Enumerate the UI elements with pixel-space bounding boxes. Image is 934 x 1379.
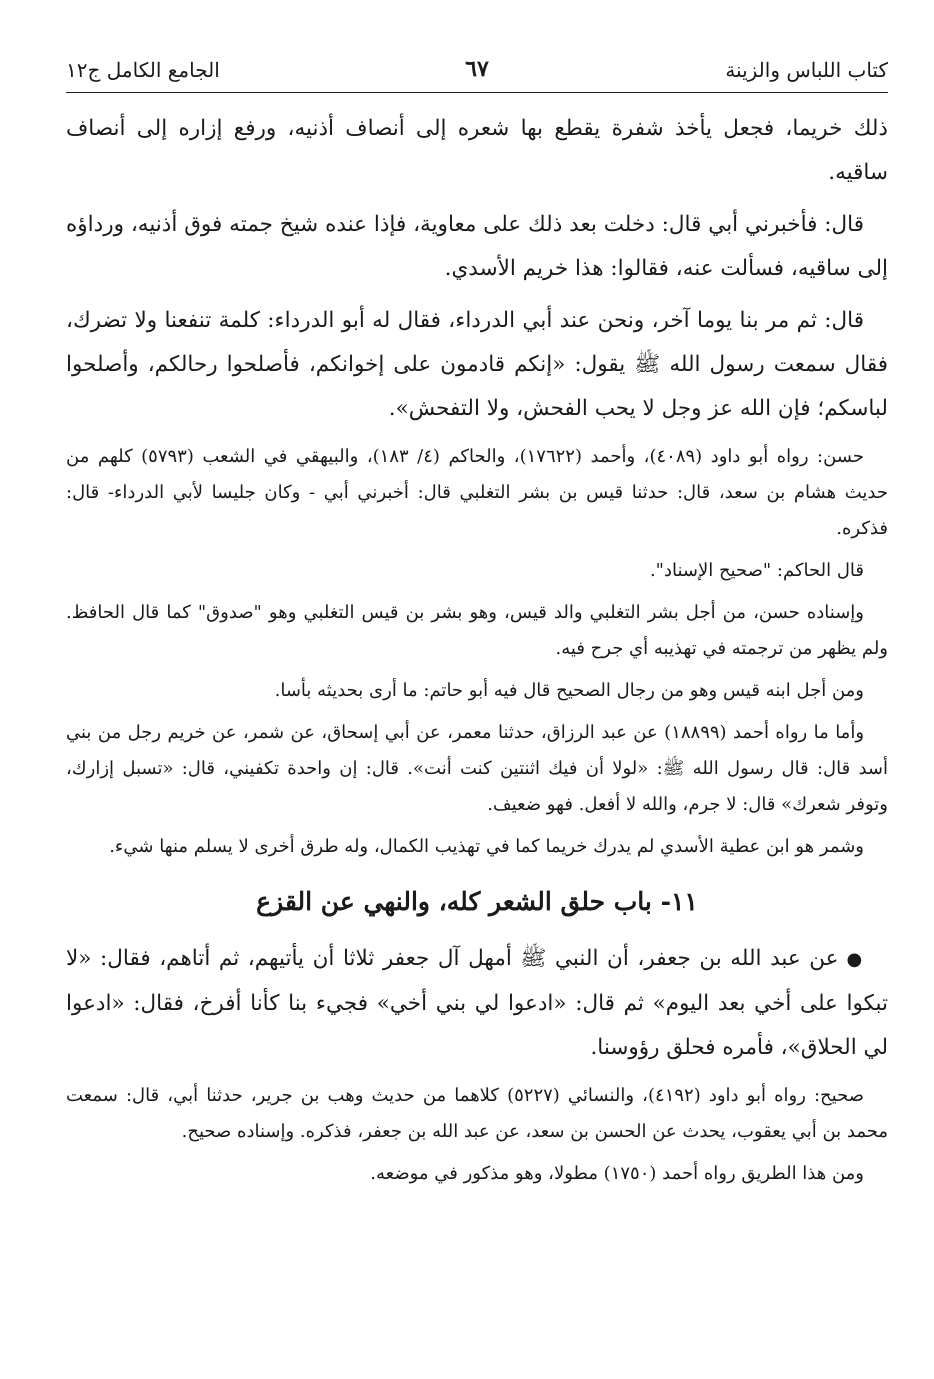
book-page <box>66 52 888 1339</box>
takhrij-note: وأما ما رواه أحمد (١٨٨٩٩) عن عبد الرزاق، حدثنا معمر، عن أبي إسحاق، عن شمر، عن خريم رجل من بني أسد قال: قال رسول الله ﷺ: «لولا أن فيك اثنتين كنت أنت». قال: إن واحدة تكفيني، قال: «تسبل إزارك، وتوفر شعرك» قال: لا جرم، والله لا أفعل. فهو ضعيف. <box>66 722 888 815</box>
main-paragraph: قال: فأخبرني أبي قال: دخلت بعد ذلك على معاوية، فإذا عنده شيخ جمته فوق أذنيه، ورداؤه إلى ساقيه، فسألت عنه، فقالوا: هذا خريم الأسدي. <box>66 212 888 281</box>
takhrij-note: صحيح: رواه أبو داود (٤١٩٢)، والنسائي (٥٢٢٧) كلاهما من حديث وهب بن جرير، حدثنا أبي، قال: سمعت محمد بن أبي يعقوب، يحدث عن الحسن بن سعد، عن عبد الله بن جعفر، فذكره. وإسناده صحيح. <box>66 1085 888 1142</box>
takhrij-note: وإسناده حسن، من أجل بشر التغلبي والد قيس، وهو بشر بن قيس التغلبي وهو "صدوق" كما قال الحافظ. ولم يظهر من ترجمته في تهذيبه أي جرح فيه. <box>66 602 888 659</box>
takhrij-note: حسن: رواه أبو داود (٤٠٨٩)، وأحمد (١٧٦٢٢)، والحاكم (٤/ ١٨٣)، والبيهقي في الشعب (٥٧٩٣) كلهم من حديث هشام بن سعد، قال: حدثنا قيس بن بشر التغلبي قال: أخبرني أبي - وكان جليسا لأبي الدرداء- قال: فذكره. <box>66 446 888 539</box>
page-body <box>66 107 888 1198</box>
takhrij-note: ومن هذا الطريق رواه أحمد (١٧٥٠) مطولا، وهو مذكور في موضعه. <box>370 1163 864 1184</box>
book-volume-title: الجامع الكامل ج١٢ <box>66 58 220 82</box>
bullet-icon: ● <box>846 949 864 970</box>
takhrij-note: ومن أجل ابنه قيس وهو من رجال الصحيح قال فيه أبو حاتم: ما أرى بحديثه بأسا. <box>274 680 864 701</box>
book-section-title: كتاب اللباس والزينة <box>725 58 888 82</box>
chapter-heading: ١١- باب حلق الشعر كله، والنهي عن القزع <box>256 887 698 916</box>
hadith-paragraph <box>66 937 888 1078</box>
page-number: ٦٧ <box>465 56 489 82</box>
main-paragraph: ذلك خريما، فجعل يأخذ شفرة يقطع بها شعره إلى أنصاف أذنيه، ورفع إزاره إلى أنصاف ساقيه. <box>66 116 888 185</box>
takhrij-note: قال الحاكم: "صحيح الإسناد". <box>649 560 864 581</box>
takhrij-note: وشمر هو ابن عطية الأسدي لم يدرك خريما كما في تهذيب الكمال، وله طرق أخرى لا يسلم منها شيء. <box>109 836 864 857</box>
main-paragraph: قال: ثم مر بنا يوما آخر، ونحن عند أبي الدرداء، فقال له أبو الدرداء: كلمة تنفعنا ولا تضرك، فقال سمعت رسول الله ﷺ يقول: «إنكم قادمون على إخوانكم، فأصلحوا رحالكم، وأصلحوا لباسكم؛ فإن الله عز وجل لا يحب الفحش، ولا التفحش». <box>66 308 888 421</box>
hadith-text: عن عبد الله بن جعفر، أن النبي ﷺ أمهل آل جعفر ثلاثا أن يأتيهم، ثم أتاهم، فقال: «لا تبكوا على أخي بعد اليوم» ثم قال: «ادعوا لي بني أخي» فجيء بنا كأنا أفرخ، فقال: «ادعوا لي الحلاق»، فأمره فحلق رؤوسنا. <box>66 946 888 1060</box>
running-header <box>66 52 888 93</box>
